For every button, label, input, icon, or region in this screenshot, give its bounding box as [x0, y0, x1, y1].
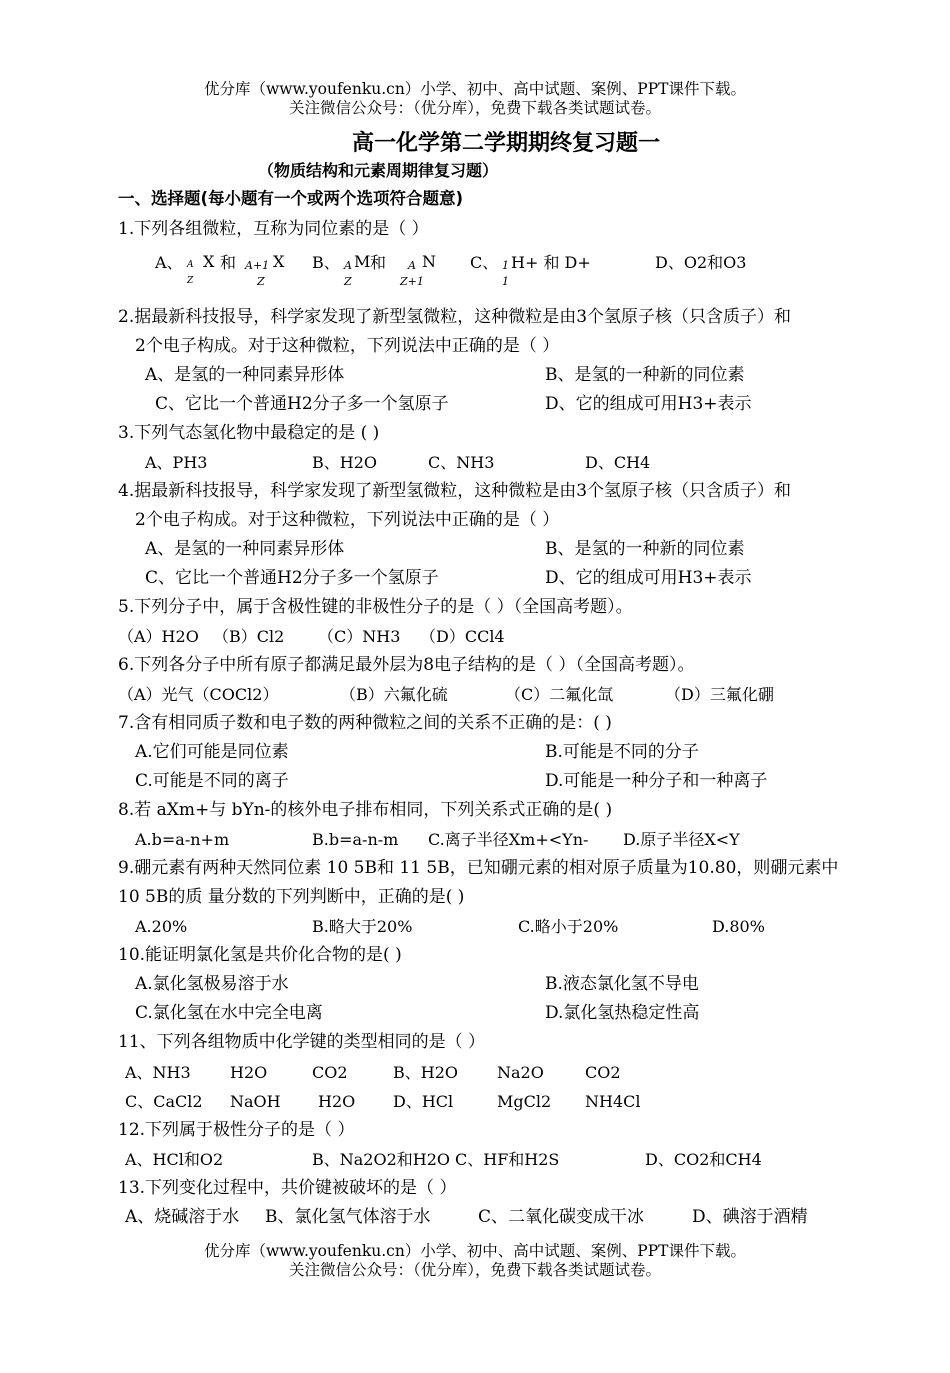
q9-option-d: D.80% — [712, 917, 765, 936]
q13-option-a: A、烧碱溶于水 — [125, 1207, 240, 1227]
footer-line-1: 优分库（www.youfenku.cn）小学、初中、高中试题、案例、PPT课件下载。 — [203, 1242, 747, 1260]
q3-option-d: D、CH4 — [585, 453, 651, 472]
q5-option-b: （B）Cl2 — [213, 627, 285, 646]
q11-row2-item: H2O — [318, 1092, 356, 1111]
q7-option-a: A.它们可能是同位素 — [135, 742, 289, 762]
q5-option-d: （D）CCl4 — [420, 627, 505, 646]
q1-option-c-text: H+ 和 D+ — [511, 253, 591, 272]
q1-isotope-b2: A Z+1 N — [400, 252, 436, 288]
page-title: 高一化学第二学期期终复习题一 — [352, 131, 661, 156]
page-subtitle: （物质结构和元素周期律复习题） — [258, 161, 499, 180]
question-11-stem: 11、下列各组物质中化学键的类型相同的是（ ） — [118, 1032, 486, 1052]
q5-option-c: （C）NH3 — [318, 627, 401, 646]
q8-option-c: C.离子半径Xm+<Yn- — [428, 830, 589, 849]
q13-option-d: D、碘溶于酒精 — [692, 1207, 808, 1227]
question-9-stem-2: 10 5B的质 量分数的下列判断中，正确的是( ) — [118, 887, 465, 907]
q2-option-d: D、它的组成可用H3+表示 — [545, 394, 752, 414]
q9-option-a: A.20% — [135, 917, 188, 936]
q1-option-a-and: 和 — [220, 253, 237, 272]
question-12-stem: 12.下列属于极性分子的是（ ） — [118, 1120, 355, 1140]
q12-option-b: B、Na2O2和H2O — [312, 1150, 451, 1169]
question-2-stem-2: 2个电子构成。对于这种微粒，下列说法中正确的是（ ） — [135, 336, 560, 356]
q4-option-b: B、是氢的一种新的同位素 — [545, 539, 745, 559]
q10-option-b: B.液态氯化氢不导电 — [545, 974, 699, 994]
question-2-stem-1: 2.据最新科技报导，科学家发现了新型氢微粒，这种微粒是由3个氢原子核（只含质子）和 — [118, 307, 792, 327]
q12-option-a: A、HCl和O2 — [125, 1150, 224, 1169]
q12-option-d: D、CO2和CH4 — [645, 1150, 762, 1169]
q1-option-b-and: 和 — [370, 253, 387, 272]
question-13-stem: 13.下列变化过程中，共价键被破坏的是（ ） — [118, 1178, 457, 1198]
q11-row2-item: D、HCl — [393, 1092, 454, 1111]
q7-option-d: D.可能是一种分子和一种离子 — [545, 771, 768, 791]
q2-option-b: B、是氢的一种新的同位素 — [545, 365, 745, 385]
q11-row2-item: NaOH — [230, 1092, 281, 1111]
header-line-2: 关注微信公众号：（优分库），免费下载各类试题试卷。 — [288, 99, 661, 117]
question-6-stem: 6.下列各分子中所有原子都满足最外层为8电子结构的是（ ）（全国高考题）。 — [118, 655, 695, 675]
q1-isotope-a1: A Z X — [187, 252, 215, 286]
question-5-stem: 5.下列分子中，属于含极性键的非极性分子的是（ ）（全国高考题）。 — [118, 597, 633, 617]
q8-option-b: B.b=a-n-m — [312, 830, 399, 849]
q2-option-c: C、它比一个普通H2分子多一个氢原子 — [155, 394, 449, 414]
question-4-stem-1: 4.据最新科技报导，科学家发现了新型氢微粒，这种微粒是由3个氢原子核（只含质子）和 — [118, 481, 792, 501]
q7-option-b: B.可能是不同的分子 — [545, 742, 699, 762]
question-8-stem: 8.若 aXm+与 bYn-的核外电子排布相同，下列关系式正确的是( ) — [118, 800, 613, 820]
question-4-stem-2: 2个电子构成。对于这种微粒，下列说法中正确的是（ ） — [135, 510, 560, 530]
q6-option-a: （A）光气（COCl2） — [118, 685, 279, 704]
q1-option-a-label: A、 — [155, 253, 183, 272]
question-10-stem: 10.能证明氯化氢是共价化合物的是( ) — [118, 945, 402, 965]
q1-isotope-c: 1 1 — [502, 259, 509, 288]
q11-row1-item: Na2O — [497, 1063, 544, 1082]
q13-option-b: B、氯化氢气体溶于水 — [265, 1207, 431, 1227]
q5-option-a: （A）H2O — [118, 627, 199, 646]
question-1-stem: 1.下列各组微粒，互称为同位素的是（ ） — [118, 219, 429, 239]
q8-option-d: D.原子半径X<Y — [623, 830, 740, 849]
q13-option-c: C、二氧化碳变成干冰 — [478, 1207, 645, 1227]
q12-option-c: C、HF和H2S — [455, 1150, 560, 1169]
q1-isotope-a2: A+1 Z X — [245, 252, 285, 288]
q11-row2-item: C、CaCl2 — [125, 1092, 203, 1111]
q4-option-a: A、是氢的一种同素异形体 — [145, 539, 345, 559]
q1-option-d: D、O2和O3 — [655, 253, 747, 272]
q3-option-c: C、NH3 — [428, 453, 495, 472]
question-7-stem: 7.含有相同质子数和电子数的两种微粒之间的关系不正确的是：( ) — [118, 713, 612, 733]
question-9-stem-1: 9.硼元素有两种天然同位素 10 5B和 11 5B，已知硼元素的相对原子质量为10.80，则硼元素中 — [118, 858, 839, 878]
q9-option-b: B.略大于20% — [312, 917, 413, 936]
q11-row2-item: NH4Cl — [585, 1092, 641, 1111]
header-line-1: 优分库（www.youfenku.cn）小学、初中、高中试题、案例、PPT课件下载。 — [203, 80, 747, 98]
q10-option-d: D.氯化氢热稳定性高 — [545, 1003, 700, 1023]
q9-option-c: C.略小于20% — [518, 917, 619, 936]
q10-option-c: C.氯化氢在水中完全电离 — [135, 1003, 323, 1023]
q3-option-a: A、PH3 — [145, 453, 208, 472]
q11-row2-item: MgCl2 — [497, 1092, 552, 1111]
q1-option-c-label: C、 — [470, 253, 499, 272]
q6-option-c: （C）二氟化氙 — [505, 685, 614, 704]
q3-option-b: B、H2O — [312, 453, 378, 472]
q11-row1-item: CO2 — [585, 1063, 621, 1082]
q1-option-b-label: B、 — [312, 253, 340, 272]
q4-option-d: D、它的组成可用H3+表示 — [545, 568, 752, 588]
q6-option-d: （D）三氟化硼 — [665, 685, 774, 704]
q11-row1-item: B、H2O — [393, 1063, 459, 1082]
q11-row1-item: A、NH3 — [125, 1063, 191, 1082]
q10-option-a: A.氯化氢极易溶于水 — [135, 974, 289, 994]
q11-row1-item: H2O — [230, 1063, 268, 1082]
q6-option-b: （B）六氟化硫 — [340, 685, 448, 704]
question-3-stem: 3.下列气态氢化物中最稳定的是 ( ) — [118, 423, 380, 443]
q7-option-c: C.可能是不同的离子 — [135, 771, 289, 791]
footer-line-2: 关注微信公众号：（优分库），免费下载各类试题试卷。 — [288, 1261, 661, 1279]
q11-row1-item: CO2 — [312, 1063, 348, 1082]
q8-option-a: A.b=a-n+m — [135, 830, 230, 849]
q2-option-a: A、是氢的一种同素异形体 — [145, 365, 345, 385]
q4-option-c: C、它比一个普通H2分子多一个氢原子 — [145, 568, 439, 588]
section-heading: 一、选择题(每小题有一个或两个选项符合题意) — [118, 189, 464, 208]
q1-isotope-b1: A Z M — [344, 252, 371, 288]
